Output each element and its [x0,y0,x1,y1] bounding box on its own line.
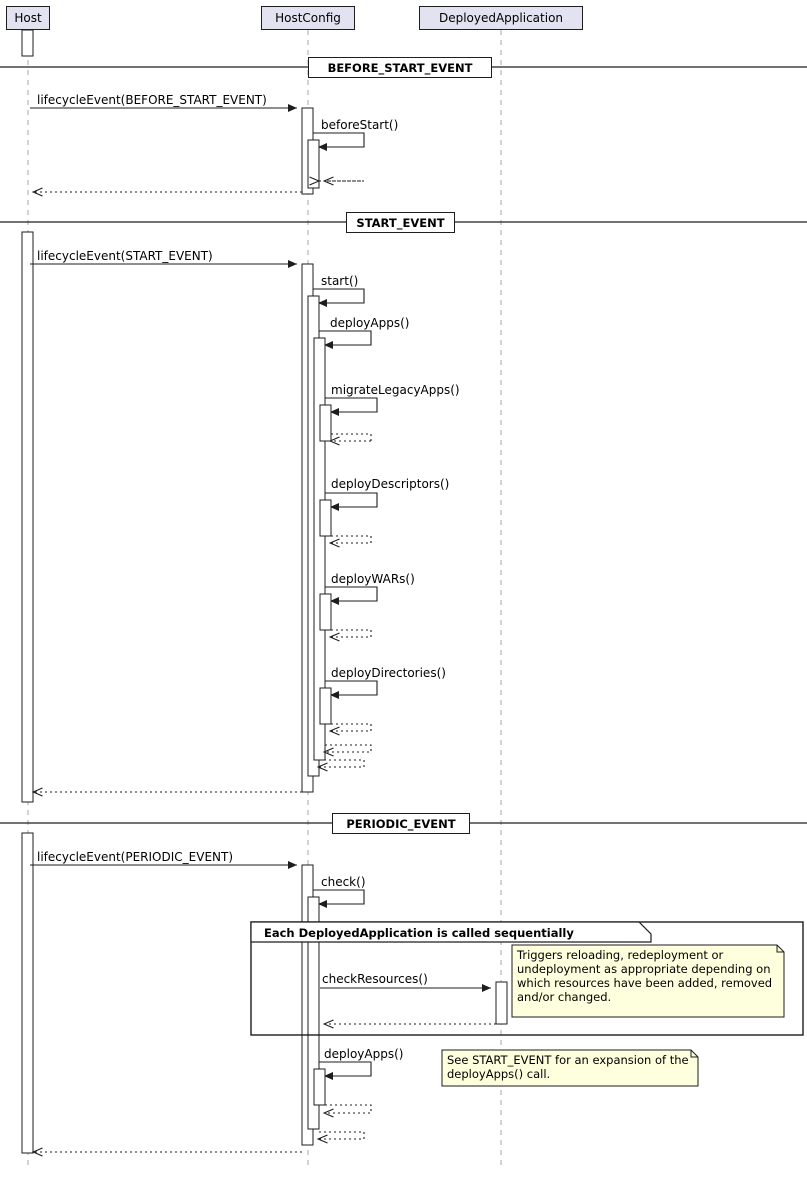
note-check-resources: Triggers reloading, redeployment or undeployment as appropriate depending on which resources have been added, removed and/or changed. [517,948,773,1004]
message-checkresources: checkResources() [322,972,428,986]
separator-start-event [346,212,455,233]
separator-periodic-event-label: PERIODIC_EVENT [346,816,456,831]
participant-hostconfig[interactable] [261,6,355,30]
message-deploydescriptors: deployDescriptors() [331,477,450,491]
message-migratelegacyapps: migrateLegacyApps() [331,383,460,397]
separator-before-start-event-label: BEFORE_START_EVENT [327,60,473,75]
separator-start-event-label: START_EVENT [356,215,445,230]
message-deploywars: deployWARs() [331,572,415,586]
message-lifecycleevent-periodic: lifecycleEvent(PERIODIC_EVENT) [37,850,234,864]
message-deploydirectories: deployDirectories() [331,666,446,680]
frame-title-sequential: Each DeployedApplication is called sequentially [264,926,574,940]
participant-host-label: Host [14,11,42,25]
note-deploy-apps: See START_EVENT for an expansion of the deployApps() call. [447,1053,689,1081]
participant-hostconfig-label: HostConfig [275,11,341,25]
message-beforestart: beforeStart() [321,118,399,132]
message-check: check() [321,875,366,889]
message-deployapps: deployApps() [330,316,410,330]
participant-host[interactable] [6,6,50,30]
message-lifecycleevent-start: lifecycleEvent(START_EVENT) [37,249,213,263]
message-start: start() [321,274,359,288]
participant-deployedapplication-label: DeployedApplication [438,11,564,25]
participant-deployedapplication[interactable] [419,6,583,30]
separator-before-start-event [308,57,492,78]
message-deployapps-periodic: deployApps() [324,1047,404,1061]
separator-periodic-event [332,813,470,834]
message-lifecycleevent-before-start: lifecycleEvent(BEFORE_START_EVENT) [37,93,267,107]
